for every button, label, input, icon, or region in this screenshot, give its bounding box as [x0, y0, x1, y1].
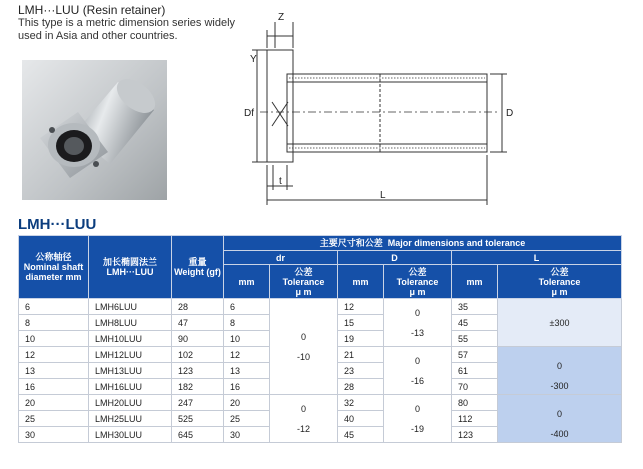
header-dr-mm: mm	[224, 265, 270, 299]
cell-model: LMH25LUU	[89, 411, 172, 427]
cell-model: LMH12LUU	[89, 347, 172, 363]
cell-l: 123	[452, 427, 498, 443]
dim-label-y: Y	[250, 54, 257, 65]
cell-weight: 90	[172, 331, 224, 347]
cell-l: 35	[452, 299, 498, 315]
cell-shaft: 8	[19, 315, 89, 331]
cell-weight: 182	[172, 379, 224, 395]
header-d-tolerance	[384, 265, 452, 299]
cell-weight: 28	[172, 299, 224, 315]
cell-dr-tol-group-1	[270, 299, 338, 395]
header-model-cn: 加长椭圆法兰	[102, 257, 157, 267]
cell-shaft: 25	[19, 411, 89, 427]
tol-en: Tolerance	[282, 276, 325, 287]
cell-l-tol-group-1: ±300	[498, 299, 622, 347]
cell-weight: 123	[172, 363, 224, 379]
cell-shaft: 20	[19, 395, 89, 411]
cell-model: LMH8LUU	[89, 315, 172, 331]
cell-d: 40	[338, 411, 384, 427]
bearing-photo-illustration	[22, 60, 167, 200]
cell-d: 23	[338, 363, 384, 379]
dim-label-d: D	[506, 108, 514, 119]
cell-d-tol-group-1	[384, 299, 452, 347]
tol-cn: 公差	[550, 266, 569, 277]
cell-l: 45	[452, 315, 498, 331]
cell-dr: 8	[224, 315, 270, 331]
tol-upper: 0	[300, 403, 306, 414]
cell-weight: 247	[172, 395, 224, 411]
header-d-mm: mm	[338, 265, 384, 299]
cell-l: 80	[452, 395, 498, 411]
cell-d-tol-group-2	[384, 347, 452, 395]
header-major-en: Major dimensions and tolerance	[387, 238, 526, 248]
tol-upper: 0	[300, 331, 306, 342]
dimension-table	[18, 235, 622, 443]
tol-en: Tolerance	[396, 276, 439, 287]
product-header	[18, 4, 238, 43]
cell-l: 57	[452, 347, 498, 363]
header-model-en: LMH···LUU	[106, 267, 154, 277]
cell-dr: 25	[224, 411, 270, 427]
dim-label-df: Df	[244, 108, 254, 119]
cell-d: 28	[338, 379, 384, 395]
cell-model: LMH20LUU	[89, 395, 172, 411]
tol-unit: μ m	[409, 286, 426, 297]
cell-d: 15	[338, 315, 384, 331]
header-model	[89, 236, 172, 299]
header-group-dr: dr	[224, 251, 338, 265]
header-group-d: D	[338, 251, 452, 265]
technical-drawing	[230, 0, 530, 215]
product-title-suffix: (Resin retainer)	[82, 3, 166, 17]
tol-lower: -10	[296, 351, 310, 362]
cell-dr-tol-group-2	[270, 395, 338, 443]
header-major-cn: 主要尺寸和公差	[319, 238, 383, 248]
cell-dr: 10	[224, 331, 270, 347]
cell-model: LMH13LUU	[89, 363, 172, 379]
table-row	[19, 299, 622, 315]
cell-weight: 525	[172, 411, 224, 427]
header-shaft-cn: 公称轴径	[35, 252, 72, 262]
cell-dr: 6	[224, 299, 270, 315]
tol-upper: 0	[414, 307, 420, 318]
product-title-prefix: LMH···LUU	[18, 3, 80, 17]
cell-weight: 645	[172, 427, 224, 443]
product-description: This type is a metric dimension series widely used in Asia and other countries.	[18, 17, 236, 42]
table-row	[19, 395, 622, 411]
cell-l-tol-group-3	[498, 395, 622, 443]
header-shaft-en: Nominal shaft diameter mm	[23, 262, 84, 282]
cell-shaft: 6	[19, 299, 89, 315]
product-title	[18, 4, 238, 17]
tol-upper: 0	[556, 408, 562, 419]
cell-d: 12	[338, 299, 384, 315]
tol-lower: -13	[410, 327, 424, 338]
tol-unit: μ m	[551, 286, 568, 297]
tol-lower: -400	[550, 428, 569, 439]
cell-model: LMH30LUU	[89, 427, 172, 443]
header-major-dimensions	[224, 236, 622, 251]
cell-model: LMH16LUU	[89, 379, 172, 395]
cell-model: LMH6LUU	[89, 299, 172, 315]
cell-l-tol-group-2	[498, 347, 622, 395]
dim-label-t: t	[279, 176, 282, 187]
cell-l: 112	[452, 411, 498, 427]
header-shaft-diameter	[19, 236, 89, 299]
cell-d: 21	[338, 347, 384, 363]
cell-d-tol-group-3	[384, 395, 452, 443]
cell-l: 55	[452, 331, 498, 347]
tol-upper: 0	[414, 403, 420, 414]
header-weight-cn: 重量	[188, 257, 207, 267]
cell-dr: 30	[224, 427, 270, 443]
cell-dr: 12	[224, 347, 270, 363]
header-dr-tolerance	[270, 265, 338, 299]
tol-unit: μ m	[295, 286, 312, 297]
cell-d: 19	[338, 331, 384, 347]
tol-lower: -12	[296, 423, 310, 434]
cell-shaft: 30	[19, 427, 89, 443]
dim-label-z: Z	[278, 12, 285, 23]
cell-weight: 102	[172, 347, 224, 363]
tol-upper: 0	[414, 355, 420, 366]
cell-dr: 13	[224, 363, 270, 379]
header-l-tolerance	[498, 265, 622, 299]
cell-l: 61	[452, 363, 498, 379]
tol-cn: 公差	[294, 266, 313, 277]
dim-label-l: L	[380, 190, 386, 201]
tol-lower: -16	[410, 375, 424, 386]
header-group-l: L	[452, 251, 622, 265]
tol-upper: 0	[556, 360, 562, 371]
cell-dr: 20	[224, 395, 270, 411]
cell-model: LMH10LUU	[89, 331, 172, 347]
cell-shaft: 12	[19, 347, 89, 363]
tol-en: Tolerance	[538, 276, 581, 287]
header-l-mm: mm	[452, 265, 498, 299]
cell-shaft: 13	[19, 363, 89, 379]
header-weight-en: Weight (gf)	[174, 267, 221, 277]
cell-d: 32	[338, 395, 384, 411]
cell-l: 70	[452, 379, 498, 395]
tol-lower: -300	[550, 380, 569, 391]
tol-lower: -19	[410, 423, 424, 434]
series-title: LMH···LUU	[18, 216, 97, 233]
cell-shaft: 16	[19, 379, 89, 395]
cell-dr: 16	[224, 379, 270, 395]
cell-weight: 47	[172, 315, 224, 331]
header-weight	[172, 236, 224, 299]
tol-cn: 公差	[408, 266, 427, 277]
cell-shaft: 10	[19, 331, 89, 347]
product-photo	[22, 60, 167, 200]
cell-d: 45	[338, 427, 384, 443]
